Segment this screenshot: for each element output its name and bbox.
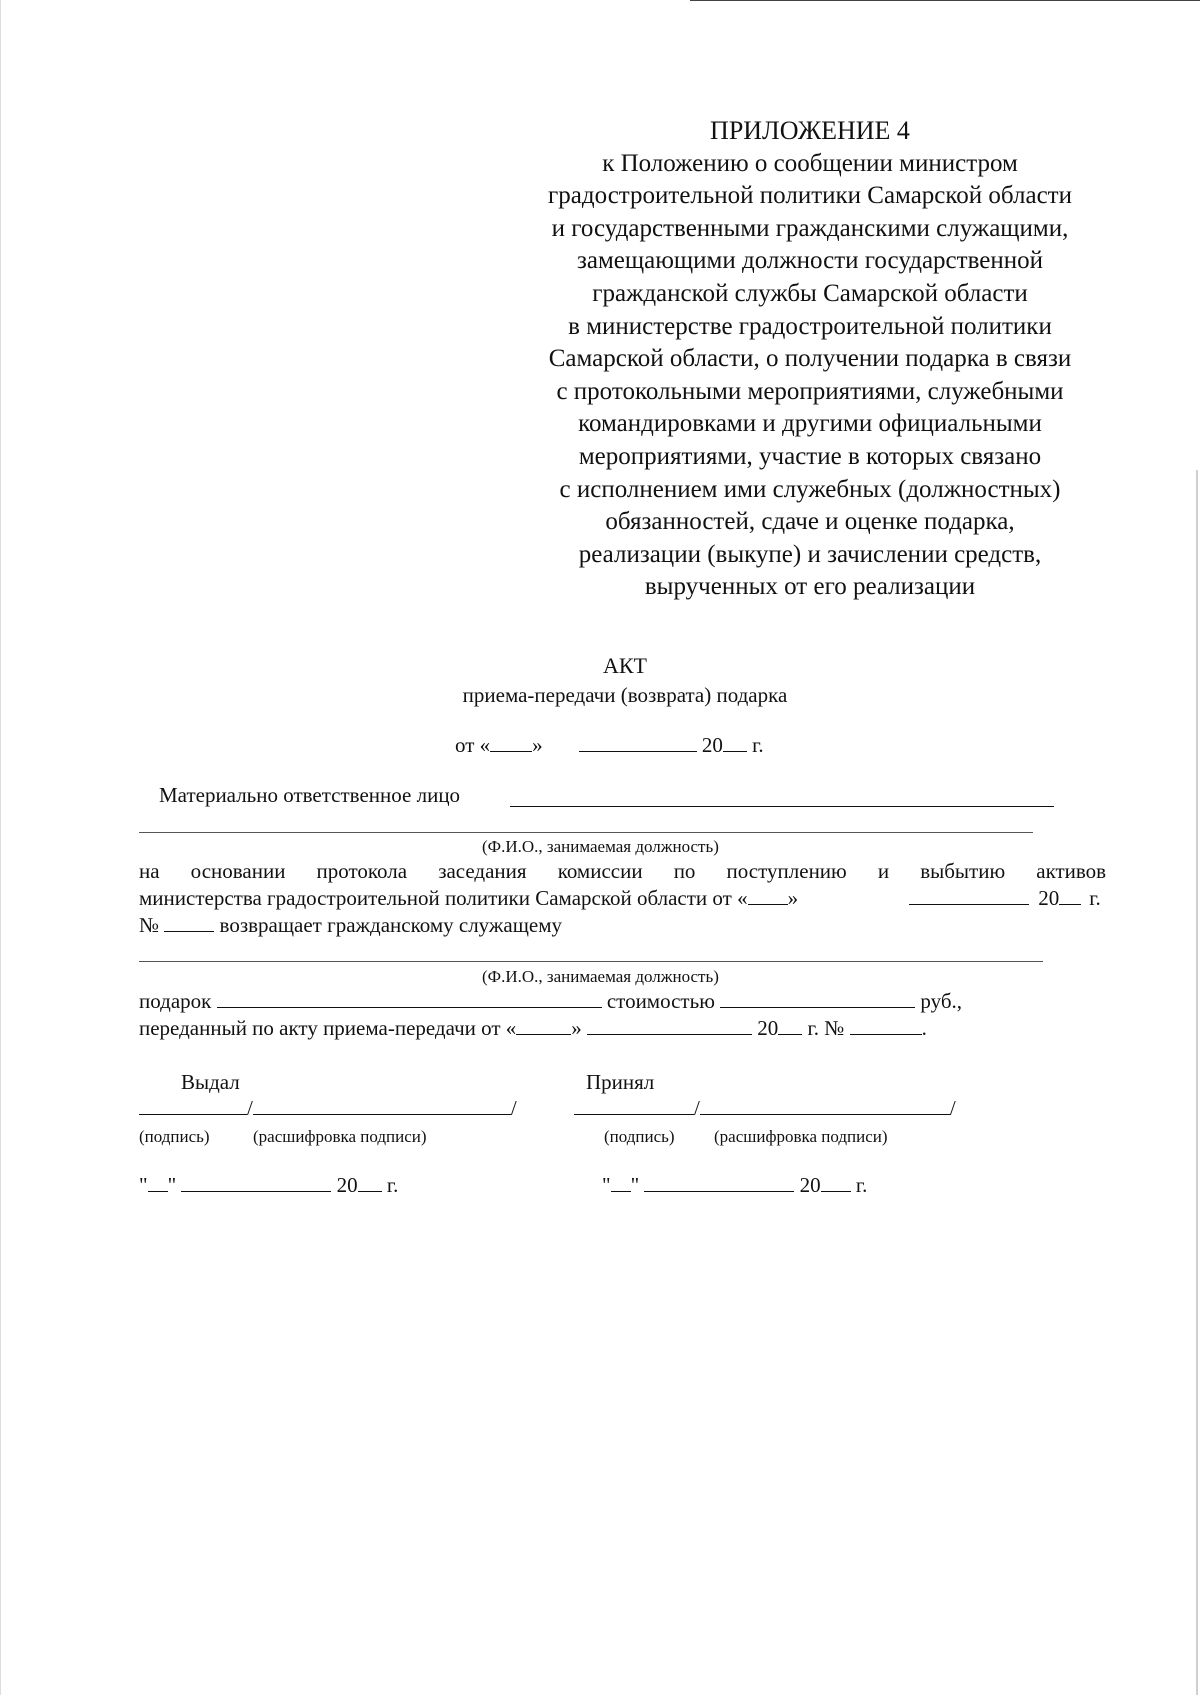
transfer-g-no: г. № [807, 1016, 845, 1040]
transfer-dot: . [921, 1016, 927, 1040]
basis-word: и [877, 859, 890, 883]
basis-word: комиссии [557, 859, 643, 883]
gift-label: подарок [139, 989, 212, 1013]
basis-word: поступлению [726, 859, 847, 883]
basis-year: 20 [1038, 886, 1060, 910]
basis-quote-close: » [787, 886, 799, 910]
transfer-quote-close: » [571, 1016, 582, 1040]
date-from-label: от « [455, 733, 491, 757]
basis-word: протокола [316, 859, 408, 883]
appendix-line: с исполнением ими служебных (должностных) [559, 475, 1061, 503]
transfer-day-blank[interactable] [516, 1015, 571, 1035]
received-signature-line [574, 1095, 956, 1121]
received-decoding-caption: (расшифровка подписи) [714, 1127, 888, 1146]
issued-day-blank[interactable] [148, 1172, 168, 1192]
issued-label: Выдал [181, 1070, 240, 1094]
quote: " [602, 1173, 611, 1197]
issued-year: 20 [336, 1173, 358, 1197]
received-year-blank[interactable] [821, 1172, 851, 1192]
received-signature-field[interactable] [574, 1095, 694, 1115]
protocol-number-blank[interactable] [164, 912, 214, 932]
received-signature-caption: (подпись) [604, 1127, 675, 1146]
date-quote-close: » [532, 733, 543, 757]
received-day-blank[interactable] [611, 1172, 631, 1192]
basis-g: г. [1089, 886, 1101, 910]
date-year: 20 [701, 733, 723, 757]
transfer-year-blank[interactable] [778, 1015, 802, 1035]
date-g: г. [752, 733, 764, 757]
appendix-line: вырученных от его реализации [644, 573, 976, 601]
basis-line2-text: министерства градостроительной политики Самарской области от « [139, 886, 748, 910]
transfer-month-blank[interactable] [587, 1015, 752, 1035]
appendix-line: с протокольными мероприятиями, служебными [556, 377, 1064, 405]
transfer-line [139, 1015, 927, 1041]
basis-line-2 [139, 885, 798, 911]
number-sign: № [139, 913, 160, 937]
transfer-number-blank[interactable] [850, 1015, 922, 1035]
appendix-line: градостроительной политики Самарской области [548, 182, 1072, 210]
responsible-position-field[interactable] [139, 832, 1033, 833]
month-blank[interactable] [579, 732, 697, 752]
appendix-line: к Положению о сообщении министром [602, 149, 1018, 177]
issued-decoding-field[interactable] [253, 1095, 511, 1115]
appendix-line: гражданской службы Самарской области [592, 279, 1028, 307]
slash: / [694, 1096, 700, 1120]
appendix-line: и государственными гражданскими служащими, [551, 214, 1069, 242]
basis-word: по [673, 859, 696, 883]
servant-name-field[interactable] [139, 961, 1043, 962]
quote: " [630, 1173, 640, 1197]
slash: / [247, 1096, 253, 1120]
responsible-name-field[interactable] [510, 806, 1054, 807]
gift-name-blank[interactable] [217, 988, 602, 1008]
basis-line-1 [139, 858, 1106, 884]
received-decoding-field[interactable] [700, 1095, 950, 1115]
issued-signature-line [139, 1095, 517, 1121]
quote: " [139, 1173, 148, 1197]
basis-word: основании [190, 859, 286, 883]
year-blank[interactable] [723, 732, 747, 752]
basis-word: активов [1036, 859, 1107, 883]
returns-text: возвращает гражданскому служащему [219, 913, 563, 937]
received-g: г. [855, 1173, 868, 1197]
gift-line [139, 988, 962, 1014]
appendix-line: реализации (выкупе) и зачислении средств, [578, 540, 1042, 568]
appendix-line: мероприятиями, участие в которых связано [578, 442, 1042, 470]
transfer-year: 20 [757, 1016, 779, 1040]
issued-decoding-caption: (расшифровка подписи) [253, 1127, 427, 1146]
currency-label: руб., [920, 989, 963, 1013]
issued-month-blank[interactable] [181, 1172, 331, 1192]
basis-date-tail [909, 885, 1101, 911]
cost-blank[interactable] [720, 988, 915, 1008]
appendix-line: в министерстве градостроительной политики [568, 312, 1052, 340]
appendix-line: командировками и другими официальными [578, 410, 1042, 438]
caption-fio-position: (Ф.И.О., занимаемая должность) [482, 837, 719, 856]
transferred-text: переданный по акту приема-передачи от « [139, 1016, 517, 1040]
received-year: 20 [799, 1173, 821, 1197]
act-title: АКТ [603, 653, 647, 678]
appendix-line: обязанностей, сдаче и оценке подарка, [605, 508, 1015, 536]
slash: / [949, 1096, 956, 1120]
basis-day-blank[interactable] [748, 885, 788, 905]
issued-signature-field[interactable] [139, 1095, 247, 1115]
act-subtitle: приема-передачи (возврата) подарка [462, 683, 788, 707]
basis-year-blank[interactable] [1059, 885, 1081, 905]
appendix-line: Самарской области, о получении подарка в связи [548, 345, 1072, 373]
received-label: Принял [586, 1070, 655, 1094]
basis-word: заседания [438, 859, 527, 883]
issued-year-blank[interactable] [358, 1172, 382, 1192]
basis-month-blank[interactable] [909, 885, 1029, 905]
slash: / [510, 1096, 517, 1120]
caption-fio-position-2: (Ф.И.О., занимаемая должность) [482, 967, 719, 986]
page-left-edge [0, 0, 1, 1695]
issued-date-line [139, 1172, 398, 1198]
responsible-label: Материально ответственное лицо [159, 783, 461, 807]
appendix-block [505, 115, 1115, 604]
page-top-edge [690, 0, 1200, 1]
received-date-line [602, 1172, 867, 1198]
appendix-title: ПРИЛОЖЕНИЕ 4 [710, 116, 910, 145]
issued-g: г. [386, 1173, 399, 1197]
issued-signature-caption: (подпись) [139, 1127, 210, 1146]
quote: " [167, 1173, 177, 1197]
basis-word: на [139, 859, 160, 883]
act-date-line [455, 732, 764, 758]
appendix-line: замещающими должности государственной [577, 247, 1043, 275]
basis-line-3 [139, 912, 562, 938]
basis-word: выбытию [920, 859, 1006, 883]
cost-label: стоимостью [606, 989, 715, 1013]
day-blank[interactable] [490, 732, 532, 752]
received-month-blank[interactable] [644, 1172, 794, 1192]
